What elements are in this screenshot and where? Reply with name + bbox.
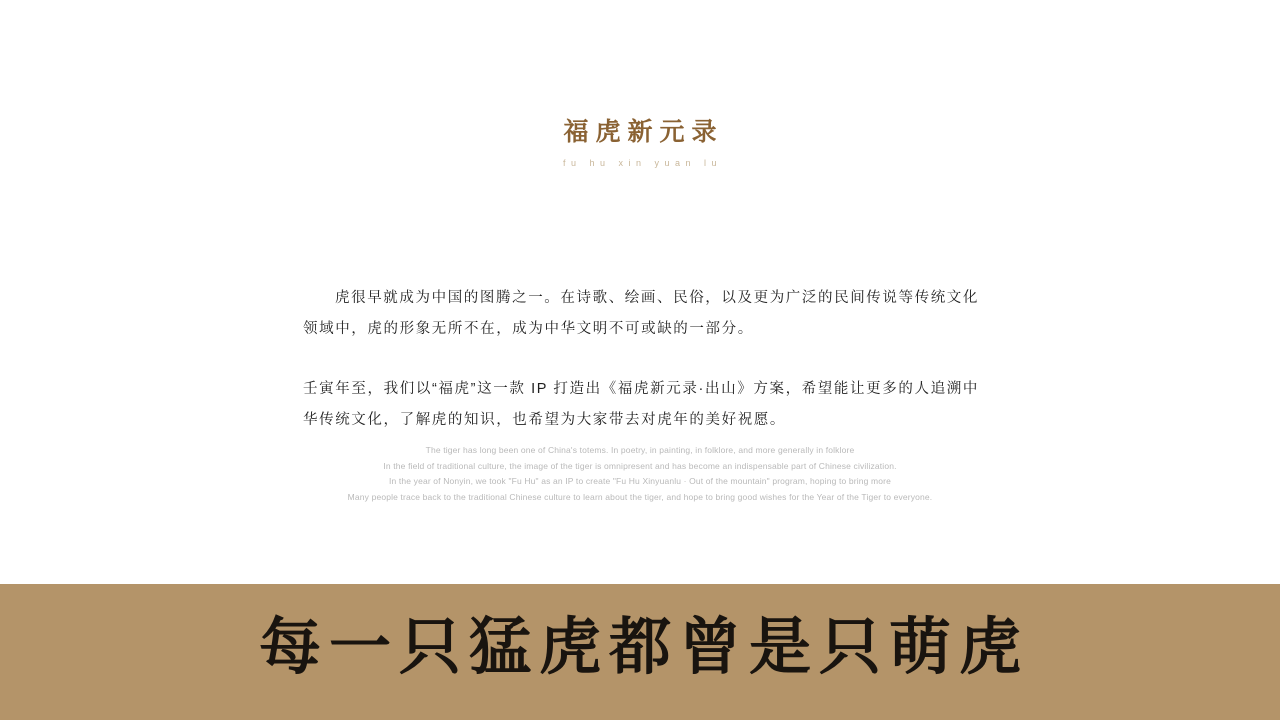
chinese-paragraph-2: 壬寅年至，我们以“福虎”这一款 IP 打造出《福虎新元录·出山》方案，希望能让更多的人追溯中华传统文化，了解虎的知识，也希望为大家带去对虎年的美好祝愿。: [303, 380, 979, 428]
english-line-3: In the year of Nonyin, we took "Fu Hu" as an IP to create "Fu Hu Xinyuanlu · Out of the mountain" program, hoping to bring more: [388, 476, 892, 486]
title-block: [0, 118, 1280, 168]
chinese-body: [303, 268, 979, 450]
english-line-1: The tiger has long been one of China's totems. In poetry, in painting, in folklore, and more generally in folklore: [425, 445, 855, 455]
chinese-paragraph-1: 虎很早就成为中国的图腾之一。在诗歌、绘画、民俗，以及更为广泛的民间传说等传统文化领域中，虎的形象无所不在，成为中华文明不可或缺的一部分。: [303, 289, 979, 337]
english-line-2: In the field of traditional culture, the image of the tiger is omnipresent and has become an indispensable part of Chinese civilization.: [383, 460, 897, 471]
english-line-4: Many people trace back to the traditional Chinese culture to learn about the tiger, and hope to bring good wishes for the Year of the Tiger to everyone.: [347, 491, 933, 502]
bottom-banner: [0, 584, 1280, 720]
page-title: 福虎新元录: [563, 119, 724, 146]
english-body: [0, 443, 1280, 505]
page-title-pinyin: fu hu xin yuan lu: [562, 158, 723, 168]
banner-headline: 每一只猛虎都曾是只萌虎: [258, 614, 1029, 682]
